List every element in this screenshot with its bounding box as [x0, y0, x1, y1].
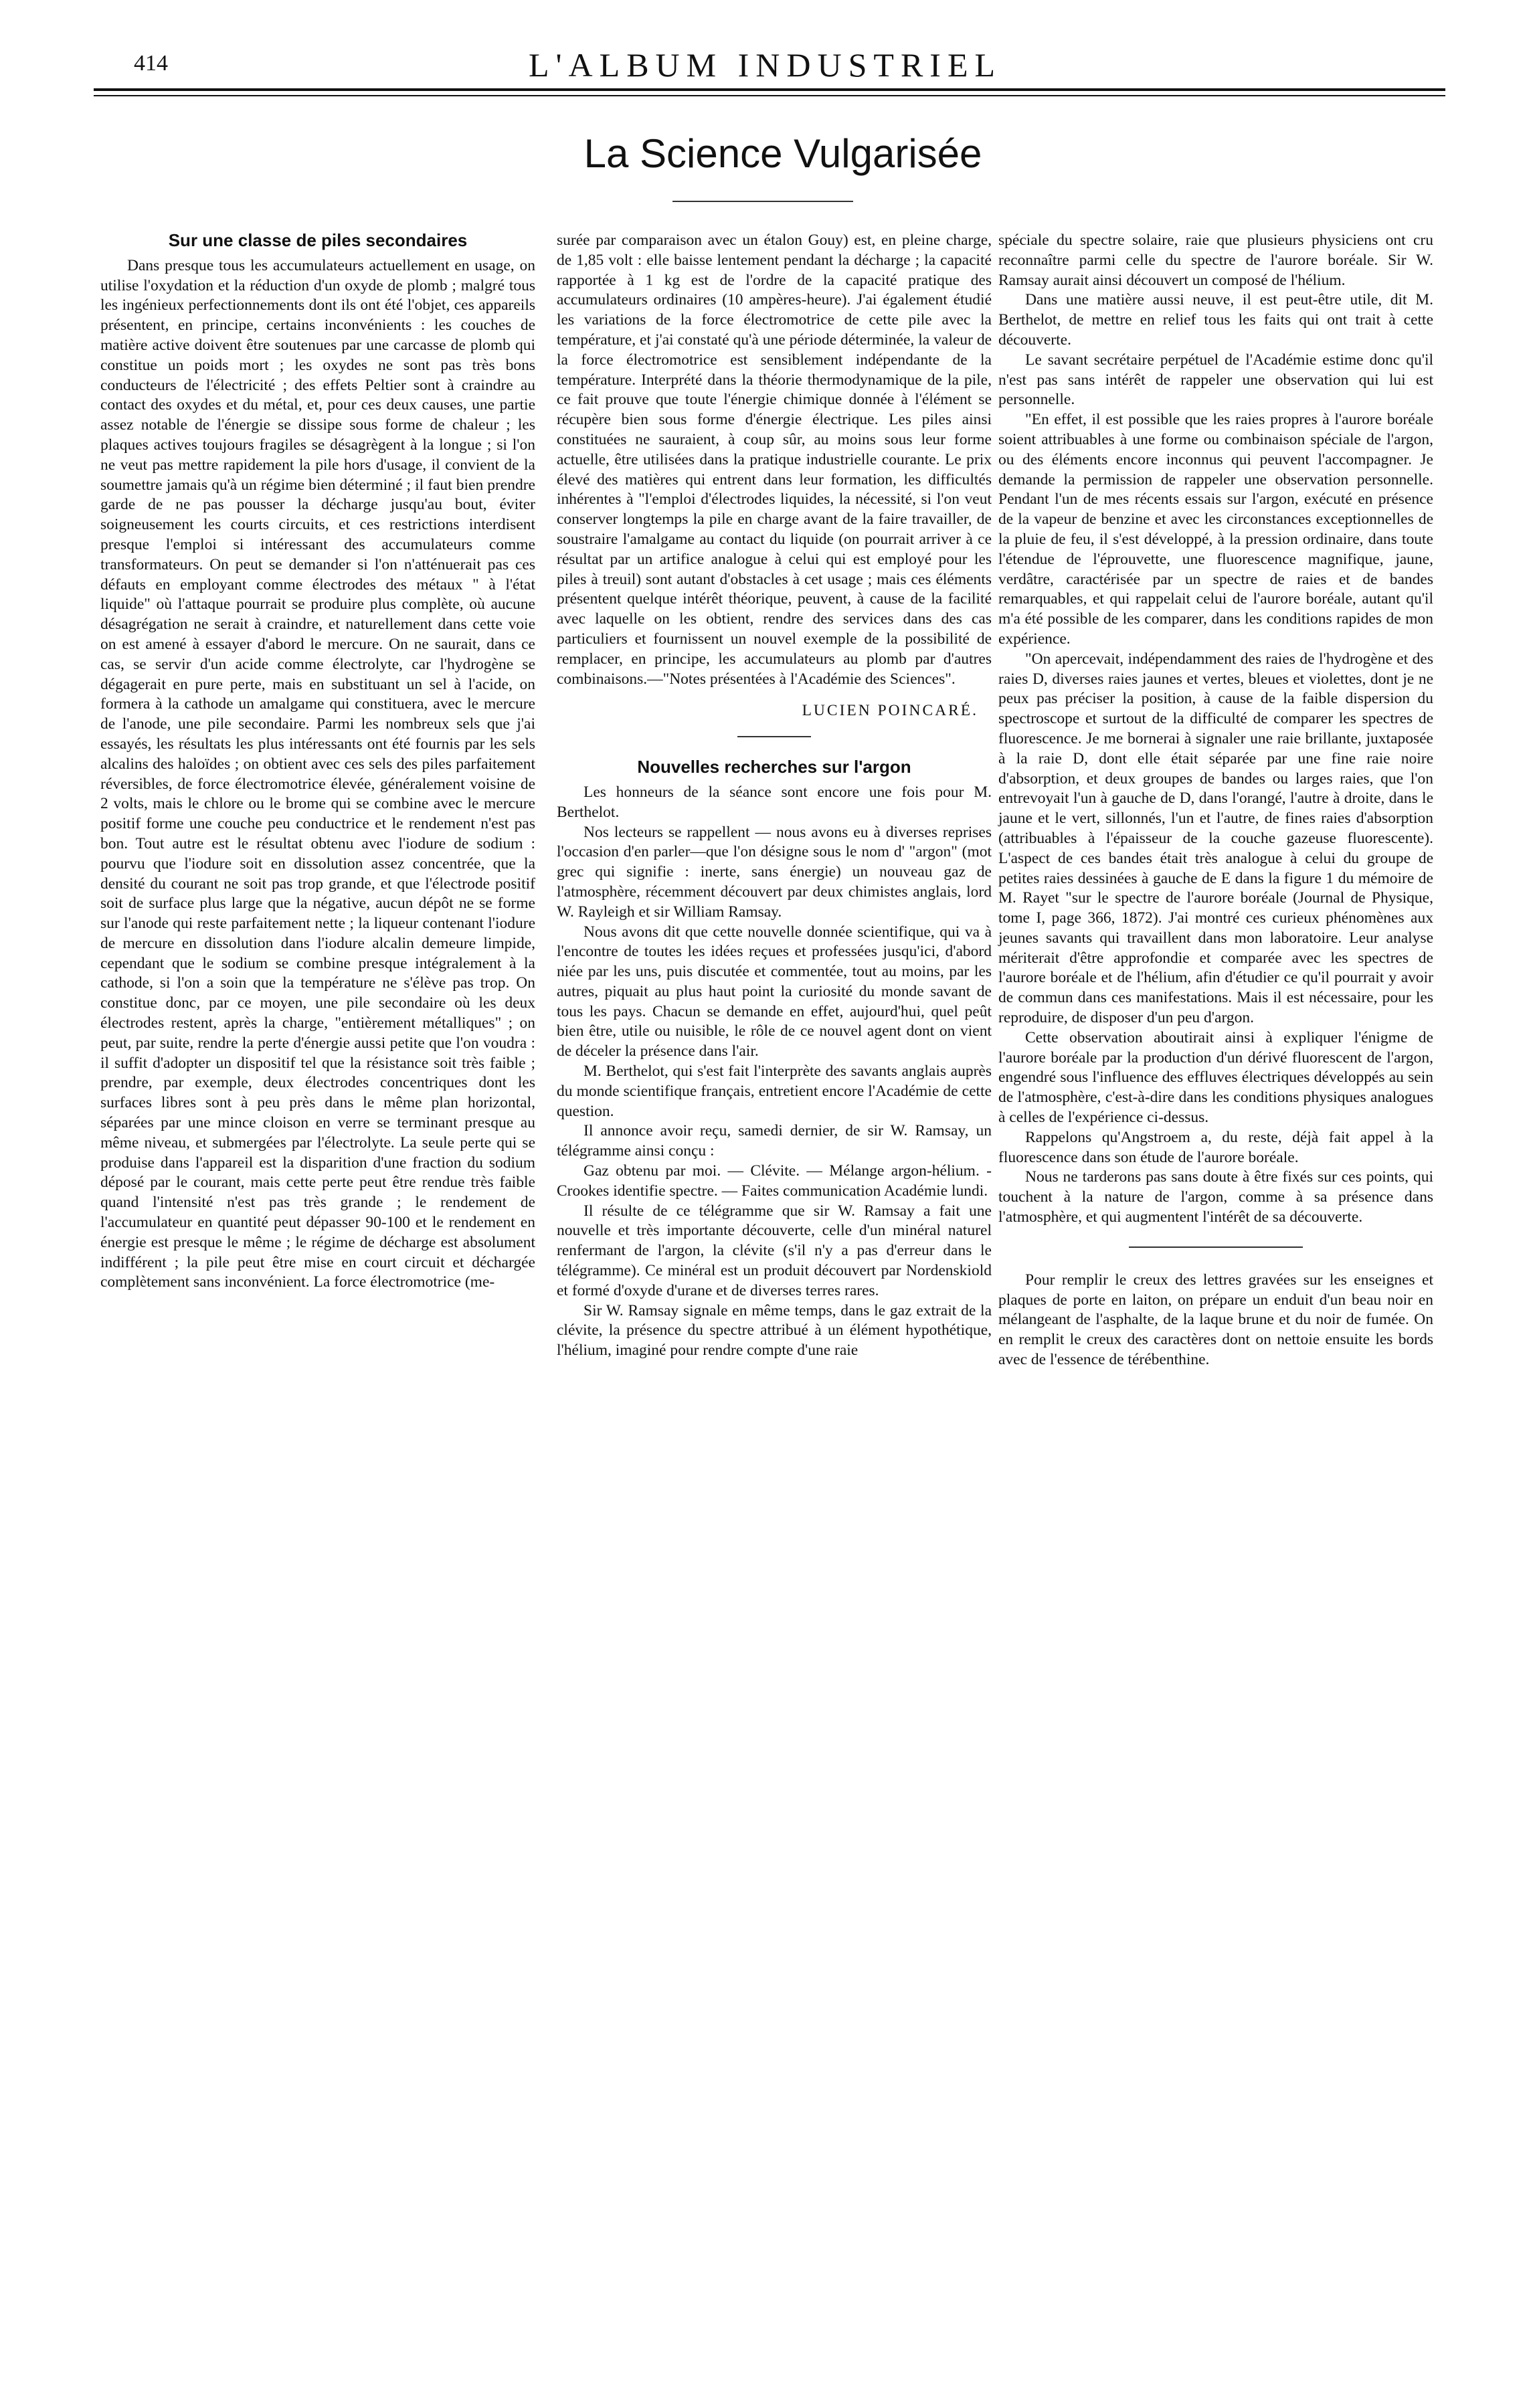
article-paragraph: Rappelons qu'Angstroem a, du reste, déjà fait appel à la fluorescence dans son étude de l'aurore boréale.: [998, 1128, 1433, 1166]
section-title: La Science Vulgarisée: [583, 131, 982, 176]
page-number: 414: [134, 51, 168, 76]
column-1: [100, 231, 535, 1293]
title-divider: [672, 201, 853, 202]
note-divider: [1129, 1246, 1303, 1248]
article-paragraph: Il résulte de ce télégramme que sir W. Ramsay a fait une nouvelle et très importante découverte, celle d'un minéral naturel renfermant de l'argon, la clévite (s'il n'y a pas d'erreur dans le télégramme). Ce minéral est un produit découvert par Nordenskiold et formé d'oxyde d'urane et de diverses terres rares.: [557, 1202, 992, 1299]
telegram-text: Gaz obtenu par moi. — Clévite. — Mélange argon-hélium. - Crookes identifie spectre. — Faites communication Académie lundi.: [557, 1162, 992, 1200]
article-paragraph: "En effet, il est possible que les raies propres à l'aurore boréale soient attribuables à une forme ou combinaison spéciale de l'argon, ou des éléments encore inconnus qui peuvent l'accompagner. Je demande la permission de rappeler une observation personnelle. Pendant l'un de mes récents essais sur l'argon, exécuté en présence de la vapeur de benzine et avec les circonstances exceptionnelles de la pluie de feu, il s'est développé, à la pression ordinaire, dans toute l'étendue de l'éprouvette, une fluorescence magnifique, jaune, verdâtre, caractérisée par un spectre de raies et de bandes remarquables, et qui rappelait celui de l'aurore boréale, autant qu'il m'a été possible de les comparer, dans les conditions rapides de mon expérience.: [998, 411, 1433, 648]
article-title-piles: Sur une classe de piles secondaires: [168, 230, 468, 250]
column-2: [557, 231, 992, 1361]
page-header: [94, 40, 1445, 87]
article-paragraph: Nous avons dit que cette nouvelle donnée scientifique, qui va à l'encontre de toutes les idées reçues et professées jusqu'ici, d'abord niée par les uns, puis discutée et commentée, tout au moins, par les autres, piquait au plus haut point la curiosité du monde savant de tous les pays. Chacun se demande en effet, aujourd'hui, quel peût bien être, utile ou nuisible, le rôle de ce nouvel agent dont on vient de déceler la présence dans l'air.: [557, 923, 992, 1060]
article-paragraph: Nos lecteurs se rappellent — nous avons eu à diverses reprises l'occasion d'en parler—que l'on désigne sous le nom d' "argon" (mot grec qui signifie : inerte, sans énergie) un nouveau gaz de l'atmosphère, récemment découvert par deux chimistes anglais, lord W. Rayleigh et sir William Ramsay.: [557, 823, 992, 921]
article-paragraph: Sir W. Ramsay signale en même temps, dans le gaz extrait de la clévite, la présence du spectre attribué à un élément hypothétique, l'hélium, imaginé pour rendre compte d'une raie: [557, 1301, 992, 1360]
article-paragraph: Les honneurs de la séance sont encore une fois pour M. Berthelot.: [557, 783, 992, 821]
header-rule-thin: [94, 95, 1445, 96]
article-paragraph: Le savant secrétaire perpétuel de l'Académie estime donc qu'il n'est pas sans intérêt de rappeler une observation qui lui est personnelle.: [998, 351, 1433, 409]
article-paragraph: Dans une matière aussi neuve, il est peut-être utile, dit M. Berthelot, de mettre en relief tous les faits qui ont trait à cette découverte.: [998, 291, 1433, 349]
article-paragraph: "On apercevait, indépendamment des raies de l'hydrogène et des raies D, diverses raies jaunes et vertes, bleues et violettes, dont je ne peux pas préciser la position, à cause de la faible dispersion du spectroscope et surtout de la difficulté de comparer les spectres de fluorescence. Je me bornerai à signaler une raie brillante, juxtaposée à la raie D, dont elle était séparée par une fine raie noire d'absorption, et deux groupes de bandes ou larges raies, que l'on entrevoyait l'un à gauche de D, dans l'orangé, l'autre à droite, dans le jaune et le vert, sillonnés, l'un et l'autre, de fines raies d'absorption (attribuables à l'épaisseur de la couche gazeuse fluorescente). L'aspect de ces bandes était très analogue à celui du groupe de petites raies dessinées à gauche de E dans la figure 1 du mémoire de M. Rayet "sur le spectre de l'aurore boréale (Journal de Physique, tome I, page 366, 1872). J'ai montré ces curieux phénomènes aux jeunes savants qui travaillent dans mon laboratoire. Leur analyse mériterait d'être approfondie et comparée avec les spectres de l'aurore boréale et de l'hélium, afin d'étudier ce qu'il pourrait y avoir de commun dans ces manifestations. Mais il est nécessaire, pour les reproduire, de disposer d'un peu d'argon.: [998, 650, 1433, 1027]
article-paragraph: Il annonce avoir reçu, samedi dernier, de sir W. Ramsay, un télégramme ainsi conçu :: [557, 1122, 992, 1160]
header-rule: [94, 88, 1445, 91]
article-paragraph: Nous ne tarderons pas sans doute à être fixés sur ces points, qui touchent à la nature de l'argon, comme à sa présence dans l'atmosphère, et qui augmentent l'intérêt de sa découverte.: [998, 1168, 1433, 1226]
article-paragraph: Dans presque tous les accumulateurs actuellement en usage, on utilise l'oxydation et la réduction d'un oxyde de plomb ; malgré tous les ingénieux perfectionnements dont ils ont été l'objet, ces appareils présentent, en principe, certains inconvénients : les couches de matière active doivent être soutenues par une carcasse de plomb qui constitue un poids mort ; les oxydes ne sont pas très bons conducteurs de l'électricité ; des effets Peltier sont à craindre au contact des oxydes et du métal, et, pour ces deux causes, une partie assez notable de l'énergie se dissipe sous forme de chaleur ; les plaques actives toujours fragiles se désagrègent à la longue ; si l'on ne veut pas mettre rapidement la pile hors d'usage, il convient de la soumettre jamais qu'à un régime bien déterminé ; il faut bien prendre garde de ne pas pousser la décharge jusqu'au bout, éviter soigneusement les courts circuits, et ces restrictions interdisent presque l'emploi si intéressant des accumulateurs comme transformateurs. On peut se demander si l'on n'atténuerait pas ces défauts en employant comme électrodes des métaux " à l'état liquide" où l'attaque pourrait se produire plus complète, où aucune désagrégation ne serait à craindre, et naturellement dans cette voie on est amené à essayer d'abord le mercure. On ne saurait, dans ce cas, se servir d'un acide comme électrolyte, car l'hydrogène se dégagerait en pure perte, mais en substituant un sel à l'acide, on formera à la cathode un amalgame qui constituera, avec le mercure de l'anode, une pile secondaire. Parmi les nombreux sels que j'ai essayés, les résultats les plus intéressants ont été fournis par les sels alcalins des haloïdes ; on obtient avec ces sels des piles parfaitement réversibles, de force électromotrice élevée, généralement voisine de 2 volts, mais le chlore ou le brome qui se combine avec le mercure positif forme une couche peu conductrice et le rendement n'est pas bon. Tout autre est le résultat obtenu avec l'iodure de sodium : pourvu que l'iodure soit en dissolution assez concentrée, que la densité du courant ne soit pas trop grande, et que l'électrode positif soit de surface plus large que la négative, aucun dépôt ne se forme sur l'anode qui reste parfaitement nette ; la liqueur contenant l'iodure de mercure en dissolution dans l'iodure alcalin demeure limpide, cependant que le sodium se combine presque intégralement à la cathode, si l'on a soin que la température ne s'élève pas trop. On constitue donc, par ce moyen, une pile secondaire où les deux électrodes restent, après la charge, "entièrement métalliques" ; on peut, par suite, rendre la perte d'énergie aussi petite que l'on voudra : il suffit d'adopter un dispositif tel que la résistance soit très faible ; prendre, par exemple, deux électrodes concentriques dont les surfaces libres sont à peu près dans le même plan horizontal, séparées par une mince cloison en verre se terminant presque au même niveau, et submergées par l'électrolyte. La seule perte qui se produise dans l'appareil est la disparition d'une fraction du sodium déposé par le courant, mais cette perte peut être rendue très faible quand l'intensité n'est pas très grande ; le rendement de l'accumulateur en quantité peut dépasser 90-100 et le rendement en énergie est presque le même ; le régime de décharge est absolument indifférent ; la pile peut être mise en court circuit et déchargée complètement sans inconvénient. La force électromotrice (me-: [100, 256, 535, 1291]
article-paragraph: Cette observation aboutirait ainsi à expliquer l'énigme de l'aurore boréale par la production d'un dérivé fluorescent de l'argon, engendré sous l'influence des effluves électriques développés au sein de l'atmosphère, c'est-à-dire dans les conditions physiques analogues à celles de l'expérience ci-dessus.: [998, 1028, 1433, 1127]
article-paragraph: surée par comparaison avec un étalon Gouy) est, en pleine charge, de 1,85 volt : elle baisse lentement pendant la décharge ; la capacité rapportée à 1 kg est de l'ordre de la capacité pratique des accumulateurs ordinaires (10 ampères-heure). J'ai également étudié les variations de la force électromotrice de cette pile avec la température, et j'ai constaté qu'à une période déterminée, la valeur de la force électromotrice est sensiblement indépendante de la température. Interprété dans la théorie thermodynamique de la pile, ce fait prouve que toute l'énergie chimique donnée à l'élément se récupère bien sous forme d'énergie électrique. Les piles ainsi constituées ne sauraient, à coup sûr, au moins sous leur forme actuelle, être utilisées dans la pratique industrielle courante. Le prix élevé des matières qui entrent dans leur formation, les difficultés inhérentes à "l'emploi d'électrodes liquides, la nécessité, si l'on veut conserver longtemps la pile en charge avant de la faire travailler, de soustraire l'amalgame au contact du liquide (on pourrait arriver à ce résultat par un artifice analogue à celui qui est employé pour les piles à treuil) sont autant d'obstacles à cet usage ; mais ces éléments présentent quelque intérêt théorique, peuvent, à cause de la facilité avec laquelle on les obtient, rendre des services dans des cas particuliers et fournissent un nouvel exemple de la possibilité de remplacer, en principe, les accumulateurs au plomb par d'autres combinaisons.—"Notes présentées à l'Académie des Sciences".: [557, 231, 992, 688]
note-paragraph: Pour remplir le creux des lettres gravées sur les enseignes et plaques de porte en laiton, on prépare un enduit d'un beau noir en mélangeant de l'asphalte, de la laque brune et du noir de fumée. On en remplit le creux des caractères dont on nettoie ensuite les bords avec de l'essence de térébenthine.: [998, 1271, 1433, 1369]
article-signature: LUCIEN POINCARÉ.: [802, 702, 978, 720]
article-paragraph: spéciale du spectre solaire, raie que plusieurs physiciens ont cru reconnaître parmi celle du spectre de l'aurore boréale. Sir W. Ramsay aurait ainsi découvert un composé de l'hélium.: [998, 231, 1433, 289]
article-divider: [737, 736, 811, 737]
column-3: [998, 231, 1433, 1370]
article-title-argon: Nouvelles recherches sur l'argon: [637, 757, 911, 777]
journal-title: L'ALBUM INDUSTRIEL: [529, 46, 1002, 84]
article-paragraph: M. Berthelot, qui s'est fait l'interprète des savants anglais auprès du monde scientifique français, entretient encore l'Académie de cette question.: [557, 1062, 992, 1120]
